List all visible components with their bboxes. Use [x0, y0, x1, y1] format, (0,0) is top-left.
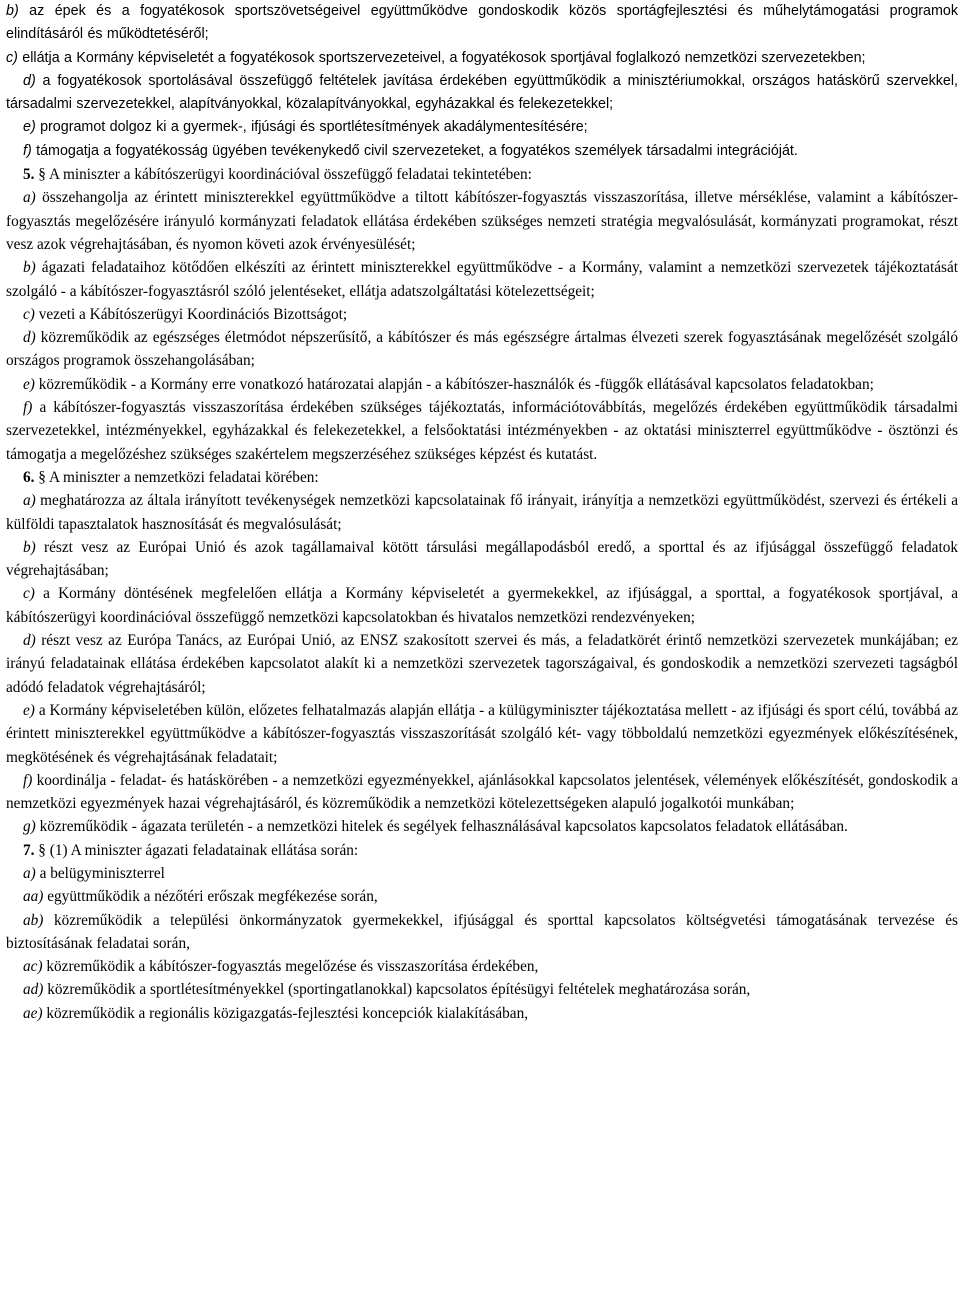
paragraph-text: meghatározza az általa irányított tevékenységek nemzetközi kapcsolatainak fő irányait, irányítja a nemzetközi együttműködést, szervezi és értékeli a külföldi tapasztalatok hasznosítását és megvalósulását;: [6, 492, 958, 533]
item-marker: c): [23, 305, 35, 323]
list-item: [6, 909, 958, 956]
item-marker: ad): [23, 981, 44, 999]
list-item: [6, 186, 958, 256]
item-marker: e): [23, 701, 35, 719]
paragraph-text: közreműködik az egészséges életmódot népszerűsítő, a kábítószer és más egészségre ártalmas élvezeti szerek fogyasztásának megelőzését szolgáló országos programok összehangolásában;: [6, 329, 959, 370]
paragraph-text: közreműködik a sportlétesítményekkel (sportingatlanokkal) kapcsolatos építésügyi feltételek meghatározása során,: [47, 981, 751, 999]
list-item: [6, 0, 958, 47]
list-item: [6, 70, 958, 117]
section-paragraph: 6. § A miniszter a nemzetközi feladatai körében:: [23, 468, 319, 486]
paragraph-text: vezeti a Kábítószerügyi Koordinációs Bizottságot;: [38, 305, 348, 323]
paragraph-text: az épek és a fogyatékosok sportszövetségeivel együttműködve gondoskodik közös sportágfejlesztési és műhelytámogatási programok elindításáról és működtetéséről;: [6, 3, 958, 43]
section-paragraph: 5. § A miniszter a kábítószerügyi koordinációval összefüggő feladatai tekintetében:: [23, 166, 532, 184]
paragraph-text: együttműködik a nézőtéri erőszak megfékezése során,: [47, 888, 378, 906]
item-marker: f): [23, 142, 32, 159]
item-marker: f): [23, 771, 33, 789]
section-paragraph: 7. § (1) A miniszter ágazati feladatainak ellátása során:: [23, 841, 359, 859]
list-item: [6, 1002, 958, 1025]
item-marker: ae): [23, 1004, 43, 1022]
item-marker: b): [23, 259, 36, 277]
list-item: [6, 326, 958, 373]
paragraph-text: támogatja a fogyatékosság ügyében tevékenykedő civil szervezeteket, a fogyatékos személyek társadalmi integrációját.: [36, 142, 798, 159]
list-item: [6, 140, 958, 163]
paragraph-text: a Kormány képviseletében külön, előzetes felhatalmazás alapján ellátja - a külügyminiszter tájékoztatása mellett - az ifjúsági és sport célú, továbbá az érintett miniszterekkel együttműködve a kábítószer-fogyasztás visszaszorítását szolgáló két- vagy többoldalú nemzetközi egyezmények előkészítésének, megkötésének és végrehajtásának feladatait;: [6, 701, 958, 766]
paragraph-text: programot dolgoz ki a gyermek-, ifjúsági és sportlétesítmények akadálymentesítésére;: [40, 119, 588, 136]
item-marker: c): [23, 585, 35, 603]
item-marker: d): [23, 329, 36, 347]
list-item: [6, 582, 958, 629]
list-item: [6, 629, 958, 699]
paragraph-text: közreműködik a kábítószer-fogyasztás megelőzése és visszaszorítása érdekében,: [46, 958, 539, 976]
list-item: [6, 862, 958, 885]
list-item: [6, 699, 958, 769]
list-item: [6, 489, 958, 536]
list-item: [6, 47, 958, 70]
item-marker: e): [23, 375, 35, 393]
item-marker: b): [6, 3, 19, 19]
list-item: [6, 815, 958, 838]
paragraph-text: ágazati feladataihoz kötődően elkészíti az érintett miniszterekkel együttműködve - a Kormány, valamint a nemzetközi szervezetek tájékoztatását szolgáló - a kábítószer-fogyasztásról szóló jelentéseket, ellátja adatszolgáltatási kötelezettségeit;: [6, 259, 959, 300]
item-marker: e): [23, 119, 36, 136]
list-item: [6, 769, 958, 816]
item-marker: ab): [23, 911, 44, 929]
document-page: [6, 0, 958, 1025]
list-item: [6, 116, 958, 139]
paragraph-text: közreműködik a települési önkormányzatok gyermekekkel, ifjúsággal és sporttal kapcsolatos költségvetési támogatásának tervezése és biztosításának feladatai során,: [6, 911, 958, 952]
list-item: [6, 303, 958, 326]
item-marker: aa): [23, 888, 44, 906]
item-marker: f): [23, 399, 33, 417]
list-item: [6, 885, 958, 908]
list-item: [6, 978, 958, 1001]
paragraph-text: ellátja a Kormány képviseletét a fogyatékosok sportszervezeteivel, a fogyatékosok sportjával foglalkozó nemzetközi szervezetekben;: [22, 49, 866, 66]
paragraph-text: A miniszter a kábítószerügyi koordinációval összefüggő feladatai tekintetében:: [48, 166, 532, 184]
list-item: [6, 536, 958, 583]
item-marker: ac): [23, 958, 43, 976]
paragraph-text: közreműködik - a Kormány erre vonatkozó határozatai alapján - a kábítószer-használók és -függők ellátásával kapcsolatos feladatokban;: [38, 375, 874, 393]
item-marker: c): [6, 49, 18, 66]
section-number: 6.: [23, 468, 35, 486]
item-marker: a): [23, 492, 36, 510]
section-number: 5.: [23, 166, 35, 184]
paragraph-text: a kábítószer-fogyasztás visszaszorítása érdekében szükséges tájékoztatás, információtovábbítás, megelőzés érdekében együttműködik társadalmi szervezetekkel, intézményekkel, egyházakkal és felekezetekkel, a felsőoktatási intézményekben - az oktatási miniszterrel együttműködve - ösztönzi és támogatja a megelőzéshez szükséges szakértelem megszerzéséhez szükséges képzést és kutatást.: [6, 399, 958, 463]
paragraph-text: összehangolja az érintett miniszterekkel együttműködve a tiltott kábítószer-fogyasztás visszaszorítása, illetve mérséklése, valamint a kábítószer-fogyasztás megelőzésére irányuló kormányzati feladatok ellátása érdekében szükséges nemzeti stratégia megvalósulását, kormányzati programokat, részt vesz azok végrehajtásában, és nyomon követi azok érvényesülését;: [6, 189, 959, 253]
section-number: 7.: [23, 841, 35, 859]
list-item: [6, 373, 958, 396]
item-marker: d): [23, 632, 36, 650]
list-item: [6, 396, 958, 466]
paragraph-text: közreműködik - ágazata területén - a nemzetközi hitelek és segélyek felhasználásával kapcsolatos kapcsolatos feladatok ellátásában.: [39, 818, 848, 836]
item-marker: g): [23, 818, 36, 836]
paragraph-text: a belügyminiszterrel: [39, 864, 165, 882]
list-item: [6, 955, 958, 978]
paragraph-text: részt vesz az Európa Tanács, az Európai Unió, az ENSZ szakosított szervei és más, a feladatkörét érintő nemzetközi szervezetek munkájában; ez irányú feladatainak ellátása érdekében kapcsolatot alakít ki a nemzetközi szervezetek tagországaival, és gondoskodik a nemzetközi szervezeti tagságból adódó feladatok végrehajtásáról;: [6, 632, 958, 696]
paragraph-text: (1) A miniszter ágazati feladatainak ellátása során:: [49, 841, 359, 859]
paragraph-text: részt vesz az Európai Unió és azok tagállamaival kötött társulási megállapodásból eredő, a sporttal és az ifjúsággal összefüggő feladatok végrehajtásában;: [6, 538, 958, 580]
item-marker: a): [23, 189, 36, 207]
paragraph-text: a Kormány döntésének megfelelően ellátja a Kormány képviseletét a gyermekekkel, az ifjúsággal, a sporttal, a fogyatékosok sportjával, a kábítószerügyi koordinációval összefüggő nemzetközi kapcsolatokban és hivatalos nemzetközi rendezvényeken;: [6, 585, 958, 626]
list-item: [6, 256, 958, 303]
paragraph-text: a fogyatékosok sportolásával összefüggő feltételek javítása érdekében együttműködik a minisztériumokkal, országos hatáskörű szervekkel, társadalmi szervezetekkel, alapítványokkal, közalapítványokkal, egyházakkal és felekezetekkel;: [6, 72, 959, 113]
paragraph-text: koordinálja - feladat- és hatáskörében - a nemzetközi egyezményekkel, ajánlásokkal kapcsolatos jelentések, vélemények előkészítését, gondoskodik a nemzetközi egyezmények hazai végrehajtásáról, és közreműködik a nemzetközi kötelezettségeken alapuló jogalkotói munkában;: [6, 771, 958, 813]
paragraph-text: A miniszter a nemzetközi feladatai körében:: [48, 468, 319, 486]
item-marker: d): [23, 72, 36, 89]
item-marker: b): [23, 538, 36, 556]
paragraph-text: közreműködik a regionális közigazgatás-fejlesztési koncepciók kialakításában,: [46, 1004, 529, 1022]
item-marker: a): [23, 864, 36, 882]
